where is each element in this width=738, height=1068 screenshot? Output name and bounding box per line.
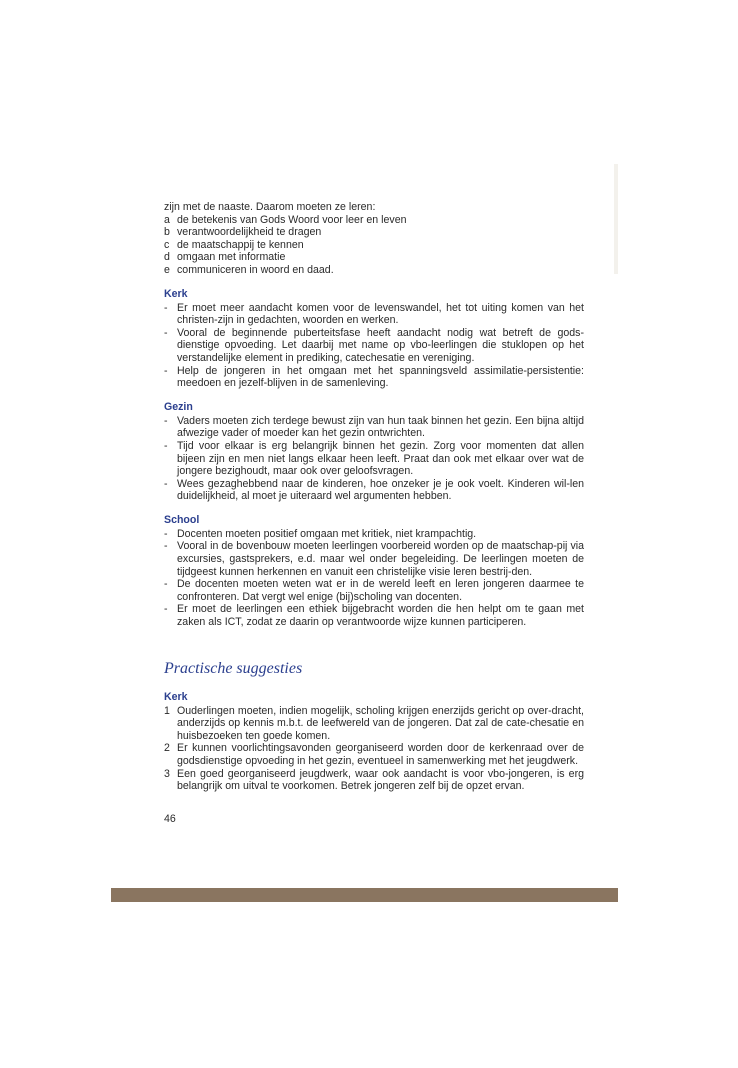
list-text: Docenten moeten positief omgaan met kritiek, niet krampachtig. xyxy=(177,527,477,540)
list-text: communiceren in woord en daad. xyxy=(177,263,334,276)
list-item xyxy=(164,705,584,743)
list-marker: - xyxy=(164,603,168,616)
list-marker: - xyxy=(164,301,168,314)
list-item xyxy=(164,603,584,628)
list-item xyxy=(164,742,584,767)
list-text: de betekenis van Gods Woord voor leer en leven xyxy=(177,213,407,226)
list-marker: 3 xyxy=(164,767,170,780)
page-edge-shadow xyxy=(614,164,618,274)
page-number: 46 xyxy=(164,812,176,825)
practisch-kerk-list xyxy=(164,705,584,793)
list-marker: - xyxy=(164,414,168,427)
list-item xyxy=(164,578,584,603)
list-item xyxy=(164,768,584,793)
list-text: Help de jongeren in het omgaan met het spanningsveld assimilatie-persistentie: meedoen en jezelf-blijven in de samenleving. xyxy=(177,364,584,390)
list-item xyxy=(164,540,584,578)
list-marker: d xyxy=(164,251,170,264)
list-marker: a xyxy=(164,213,170,226)
list-item xyxy=(164,478,584,503)
list-text: de maatschappij te kennen xyxy=(177,238,304,251)
list-marker: b xyxy=(164,226,170,239)
list-text: Er moet de leerlingen een ethiek bijgebracht worden die hen helpt om te gaan met zaken als ICT, zodat ze daarin op verantwoorde wijze kunnen participeren. xyxy=(177,603,584,629)
list-item xyxy=(164,302,584,327)
list-text: verantwoordelijkheid te dragen xyxy=(177,226,322,239)
list-item xyxy=(164,226,584,239)
list-text: Een goed georganiseerd jeugdwerk, waar ook aandacht is voor vbo-jongeren, is erg belangrijk om uitval te voorkomen. Betrek jongeren zelf bij de opzet ervan. xyxy=(177,767,584,793)
list-item xyxy=(164,365,584,390)
list-marker: - xyxy=(164,477,168,490)
list-text: Vooral de beginnende puberteitsfase heeft aandacht nodig wat betreft de gods-dienstige opvoeding. Let daarbij met name op vbo-leerlingen die stuklopen op het verstandelijke element in prediking, catechesatie en vereniging. xyxy=(177,326,584,364)
list-marker: - xyxy=(164,527,168,540)
list-marker: - xyxy=(164,364,168,377)
gezin-list xyxy=(164,415,584,503)
list-text: Er moet meer aandacht komen voor de levenswandel, het tot uiting komen van het christen-zijn in gedachten, woorden en werken. xyxy=(177,301,584,327)
list-marker: - xyxy=(164,326,168,339)
practisch-heading-kerk: Kerk xyxy=(164,690,188,703)
list-text: omgaan met informatie xyxy=(177,251,286,264)
list-text: Vooral in de bovenbouw moeten leerlingen voorbereid worden op de maatschap-pij via excursies, gastsprekers, e.d. maar wel onder begeleiding. De leerlingen moeten de tijdgeest kunnen herkennen en vanuit een christelijke visie leren bestrij-den. xyxy=(177,540,584,578)
school-list xyxy=(164,528,584,629)
list-marker: - xyxy=(164,540,168,553)
list-item xyxy=(164,528,584,541)
intro-list xyxy=(164,214,584,277)
list-text: Ouderlingen moeten, indien mogelijk, scholing krijgen enerzijds gericht op over-dracht, anderzijds op kennis m.b.t. de leefwereld van de jongeren. Dat zal de cate-chesatie en huisbezoeken ten goede komen. xyxy=(177,704,584,742)
list-marker: e xyxy=(164,263,170,276)
list-text: Tijd voor elkaar is erg belangrijk binnen het gezin. Zorg voor momenten dat allen bijeen zijn en men niet langs elkaar heen leeft. Praat dan ook met elkaar over wat de jongere bezighoudt, maar ook over geloofsvragen. xyxy=(177,439,584,478)
kerk-list xyxy=(164,302,584,390)
list-item xyxy=(164,214,584,227)
list-text: De docenten moeten weten wat er in de wereld leeft en leren jongeren daarmee te confronteren. Dat vergt wel enige (bij)scholing van docenten. xyxy=(177,578,584,603)
practische-suggesties-title: Practische suggesties xyxy=(164,659,303,677)
list-item xyxy=(164,440,584,478)
footer-bar xyxy=(111,888,618,902)
section-heading-kerk: Kerk xyxy=(164,287,188,300)
list-item xyxy=(164,251,584,264)
list-marker: 2 xyxy=(164,742,170,755)
list-marker: - xyxy=(164,439,168,452)
list-item xyxy=(164,239,584,252)
list-text: Wees gezaghebbend naar de kinderen, hoe onzeker je je ook voelt. Kinderen wil-len duidelijkheid, al moet je uiteraard wel argumenten hebben. xyxy=(177,477,584,503)
list-item xyxy=(164,327,584,365)
list-marker: - xyxy=(164,578,168,591)
list-text: Vaders moeten zich terdege bewust zijn van hun taak binnen het gezin. Een bijna altijd afwezige vader of moeder kan het gezin ontwrichten. xyxy=(177,414,584,440)
page-body xyxy=(164,201,584,825)
list-marker: c xyxy=(164,238,170,251)
list-item xyxy=(164,415,584,440)
list-marker: 1 xyxy=(164,704,170,717)
list-text: Er kunnen voorlichtingsavonden georganiseerd worden door de kerkenraad over de godsdienstige opvoeding in het gezin, eventueel in samenwerking met het jeugdwerk. xyxy=(177,742,584,767)
section-heading-gezin: Gezin xyxy=(164,400,193,413)
intro-lead: zijn met de naaste. Daarom moeten ze leren: xyxy=(164,201,376,213)
list-item xyxy=(164,264,584,277)
section-heading-school: School xyxy=(164,513,200,526)
